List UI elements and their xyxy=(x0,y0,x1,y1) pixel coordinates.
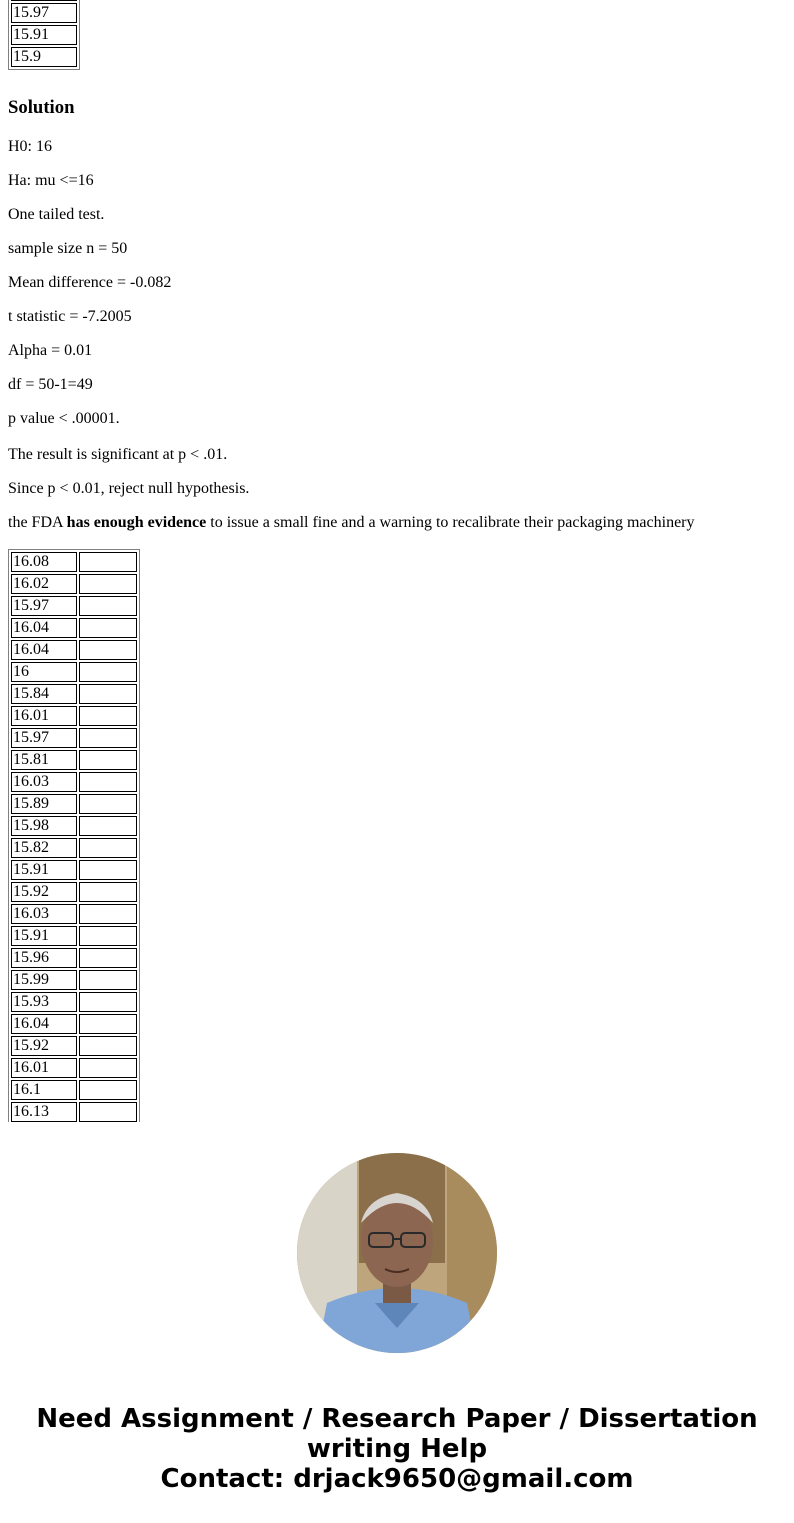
degrees-freedom: df = 50-1=49 xyxy=(8,376,93,393)
table-cell-empty xyxy=(79,1058,137,1078)
table-cell-value: 16.13 xyxy=(11,1102,77,1122)
table-cell-empty xyxy=(79,992,137,1012)
conclusion-before: the FDA xyxy=(8,514,67,531)
alpha: Alpha = 0.01 xyxy=(8,342,93,359)
table-row xyxy=(11,706,137,726)
table-cell-empty xyxy=(79,596,137,616)
table-cell-empty xyxy=(79,860,137,880)
table-cell-value: 15.97 xyxy=(11,728,77,748)
table-cell-empty xyxy=(79,750,137,770)
mean-difference: Mean difference = -0.082 xyxy=(8,274,172,291)
table-cell-value: 16.02 xyxy=(11,574,77,594)
table-row xyxy=(11,640,137,660)
table-row xyxy=(11,750,137,770)
table-cell-empty xyxy=(79,926,137,946)
table-row xyxy=(11,728,137,748)
table-cell-value: 16.04 xyxy=(11,640,77,660)
table-row xyxy=(11,904,137,924)
table-cell-value: 16.01 xyxy=(11,706,77,726)
solution-heading: Solution xyxy=(8,97,75,118)
table-row xyxy=(11,3,77,23)
table-row xyxy=(11,574,137,594)
table-cell-value: 16.03 xyxy=(11,772,77,792)
table-cell-empty xyxy=(79,574,137,594)
table-row xyxy=(11,992,137,1012)
table-cell-value: 16.1 xyxy=(11,1080,77,1100)
table-cell-value: 15.92 xyxy=(11,882,77,902)
table-row xyxy=(11,684,137,704)
footer-line-1: Need Assignment / Research Paper / Dissertation xyxy=(36,1404,758,1434)
table-cell-empty xyxy=(79,838,137,858)
significance-result: The result is significant at p < .01. xyxy=(8,446,228,463)
table-cell xyxy=(11,0,77,1)
table-row xyxy=(11,1036,137,1056)
table-row xyxy=(11,1102,137,1122)
table-cell: 15.9 xyxy=(11,47,77,67)
author-photo-icon xyxy=(297,1153,497,1353)
table-cell-empty xyxy=(79,684,137,704)
table-cell-empty xyxy=(79,904,137,924)
table-row xyxy=(11,47,77,67)
top-data-table xyxy=(8,0,80,70)
table-cell-empty xyxy=(79,794,137,814)
table-row xyxy=(11,794,137,814)
table-cell-empty xyxy=(79,882,137,902)
table-cell-value: 15.98 xyxy=(11,816,77,836)
table-row xyxy=(11,25,77,45)
table-cell: 15.91 xyxy=(11,25,77,45)
table-row xyxy=(11,596,137,616)
table-cell-empty xyxy=(79,948,137,968)
table-cell-value: 15.82 xyxy=(11,838,77,858)
table-cell-value: 16 xyxy=(11,662,77,682)
table-row xyxy=(11,0,77,1)
table-cell-empty xyxy=(79,1036,137,1056)
table-cell-empty xyxy=(79,618,137,638)
conclusion-after: to issue a small fine and a warning to recalibrate their packaging machinery xyxy=(206,514,695,531)
table-row xyxy=(11,1058,137,1078)
table-row xyxy=(11,838,137,858)
bottom-data-table xyxy=(8,549,140,1122)
table-cell-empty xyxy=(79,1080,137,1100)
t-statistic: t statistic = -7.2005 xyxy=(8,308,132,325)
table-cell-empty xyxy=(79,552,137,572)
table-cell-value: 15.91 xyxy=(11,926,77,946)
bottom-table-container xyxy=(8,549,140,1122)
hypothesis-alt: Ha: mu <=16 xyxy=(8,172,94,189)
table-row xyxy=(11,882,137,902)
table-row xyxy=(11,552,137,572)
decision: Since p < 0.01, reject null hypothesis. xyxy=(8,480,250,497)
table-cell-empty xyxy=(79,1102,137,1122)
table-row xyxy=(11,970,137,990)
table-cell-value: 15.81 xyxy=(11,750,77,770)
test-type: One tailed test. xyxy=(8,206,105,223)
table-row xyxy=(11,1014,137,1034)
table-cell-value: 15.91 xyxy=(11,860,77,880)
conclusion xyxy=(8,513,695,533)
table-cell: 15.97 xyxy=(11,3,77,23)
table-row xyxy=(11,662,137,682)
table-row xyxy=(11,772,137,792)
table-row xyxy=(11,948,137,968)
table-cell-empty xyxy=(79,662,137,682)
table-cell-empty xyxy=(79,772,137,792)
table-cell-value: 16.04 xyxy=(11,618,77,638)
table-cell-empty xyxy=(79,640,137,660)
table-cell-value: 15.92 xyxy=(11,1036,77,1056)
table-cell-value: 15.93 xyxy=(11,992,77,1012)
table-cell-value: 16.03 xyxy=(11,904,77,924)
table-cell-value: 16.01 xyxy=(11,1058,77,1078)
conclusion-bold: has enough evidence xyxy=(66,514,207,531)
table-cell-value: 15.96 xyxy=(11,948,77,968)
footer-line-2: writing Help xyxy=(306,1434,488,1464)
table-cell-value: 15.99 xyxy=(11,970,77,990)
hypothesis-null: H0: 16 xyxy=(8,138,52,155)
table-cell-empty xyxy=(79,816,137,836)
table-cell-value: 15.97 xyxy=(11,596,77,616)
table-cell-value: 15.84 xyxy=(11,684,77,704)
table-cell-value: 16.04 xyxy=(11,1014,77,1034)
table-row xyxy=(11,816,137,836)
table-cell-empty xyxy=(79,706,137,726)
contact-footer xyxy=(0,1404,794,1494)
table-cell-empty xyxy=(79,970,137,990)
sample-size: sample size n = 50 xyxy=(8,240,128,257)
table-cell-value: 15.89 xyxy=(11,794,77,814)
table-cell-empty xyxy=(79,1014,137,1034)
p-value: p value < .00001. xyxy=(8,410,120,427)
table-row xyxy=(11,618,137,638)
table-row xyxy=(11,926,137,946)
table-cell-value: 16.08 xyxy=(11,552,77,572)
table-row xyxy=(11,860,137,880)
table-row xyxy=(11,1080,137,1100)
table-cell-empty xyxy=(79,728,137,748)
footer-line-3: Contact: drjack9650@gmail.com xyxy=(160,1464,634,1494)
